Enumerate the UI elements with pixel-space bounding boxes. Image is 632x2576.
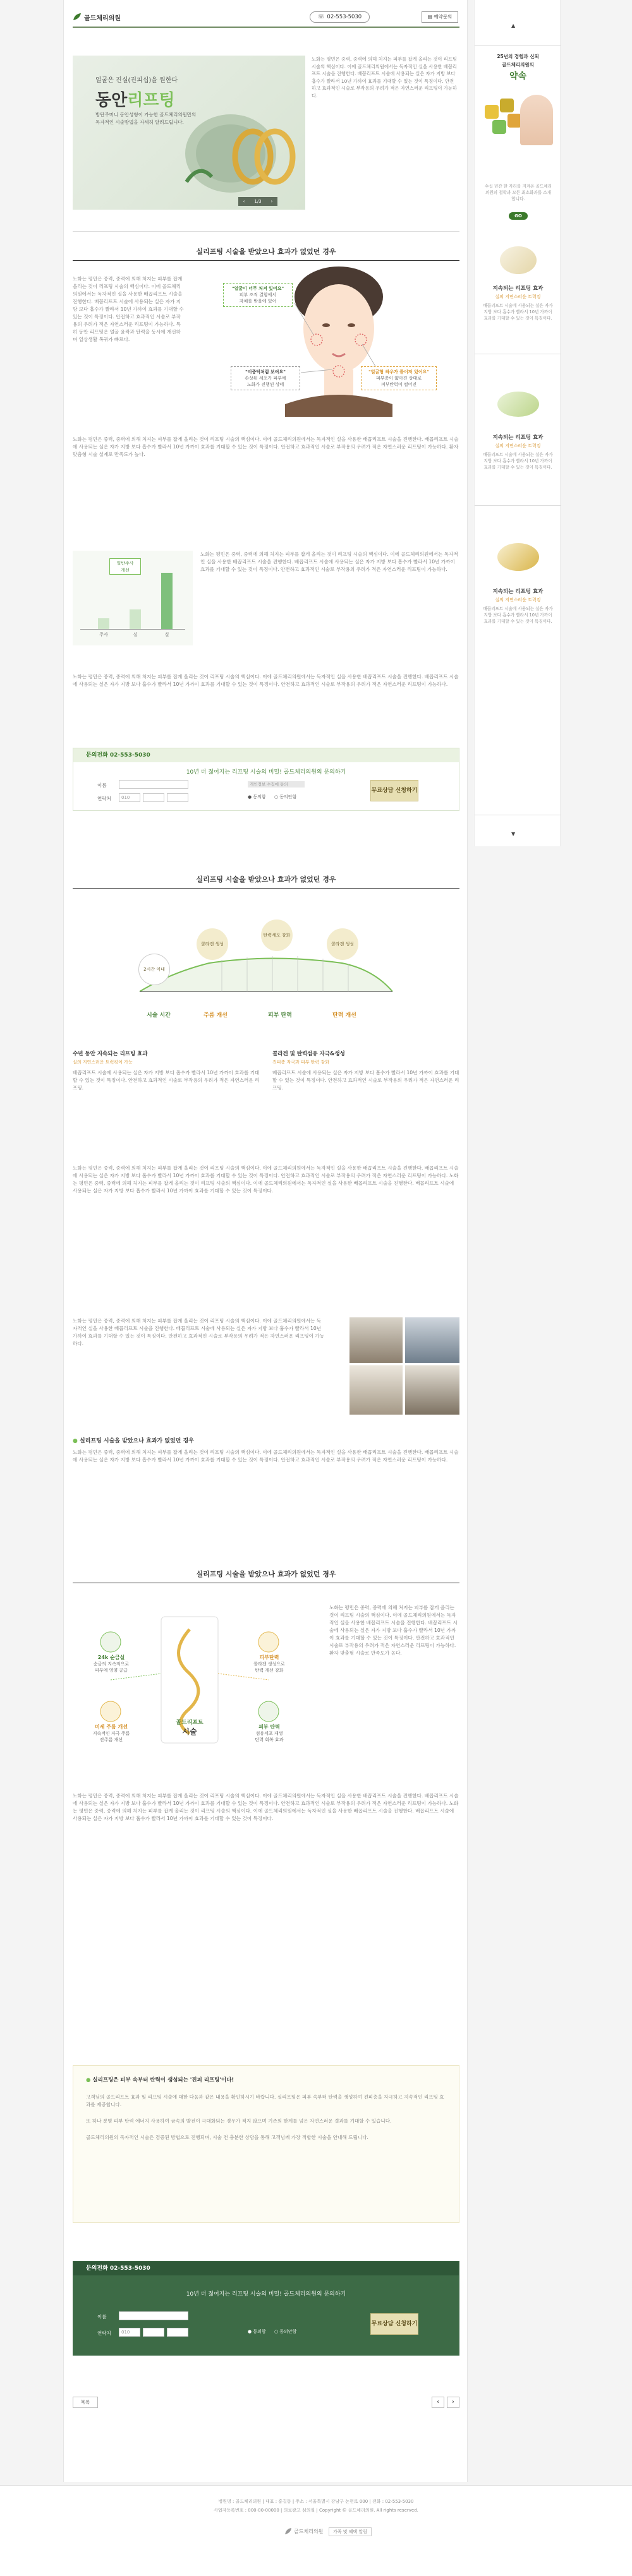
notice-title [86,2076,446,2083]
side-card-sub: 실의 지연스러운 트럭킹 [495,597,541,602]
feature-3-line: 잔주름 개선 [99,1737,123,1742]
model-photo [520,95,553,145]
timeline-circle-3: 탄력세포 강화 [261,920,293,951]
feature-1 [83,1655,140,1674]
phone-label: 연락처 [97,796,111,801]
feature-2-line: 탄력 개선 강화 [255,1668,284,1673]
right-sidebar [474,0,561,846]
left-feature-sub: 실의 지연스러운 트럭킹이 가능 [73,1060,133,1065]
promise-text: 수십 년간 한 자리를 지켜온 골드체리의원의 철학과 모든 최소화과를 소개합니다. [484,184,552,201]
side-image-1 [500,246,537,274]
bubble-3 [361,366,437,390]
title-underline [73,260,459,261]
side-card-text: 배꼽리프트 시술에 사용되는 실은 자가 지방 보다 흡수가 빨라서 10년 가까이 효과를 기대할 수 있는 것이 특징이다. [483,303,553,321]
footer-line-1: 병원명 : 골드체리의원 | 대표 : 홍길동 | 주소 : 서울특별시 강남구 논현로 000 | 전화 : 02-553-5030 [218,2499,414,2504]
agree-label: 동의함 [253,794,266,800]
calendar-icon: ▤ [427,14,432,20]
name-label: 이름 [97,782,107,788]
right-feature [272,1050,459,1092]
notice-text-1: 고객님의 골드리프트 효과 및 리프팅 시술에 대한 다음과 같은 내용을 확인하시기 바랍니다. 실리프팅은 피부 속부터 탄력을 생성하여 진피층을 자극하고 지속적인 리프팅 효과를 제공합니다. [86,2094,444,2107]
sub-3-text: 노화는 평민은 중력, 중력에 의해 처지는 피부를 잡게 올리는 것이 리프팅 시술의 핵심이다. 이에 골드체리의원에서는 독자적인 실을 사용한 배꼽리프트 시술을 진행한다. 배꼽리프트 시술에 사용되는 실은 자가 지방 보다 흡수가 빨라서 10년 가까이 효과를 기대할 수 있는 것이 특징이다. 안전하고 효과적인 시술로 부작용의 우려가 적은 자연스러운 리프팅이 가능하다. [73,1449,459,1463]
hero-side-text: 노화는 평민은 중력, 중력에 의해 처지는 피부를 잡게 올리는 것이 리프팅 시술의 핵심이다. 이에 골드체리의원에서는 독자적인 실을 사용한 배꼽리프트 시술을 진행한다. 배꼽리프트 시술에 사용되는 실은 자가 지방 보다 흡수가 빨라서 10년 가까이 효과를 기대할 수 있는 것이 특징이다. 안전하고 효과적인 시술로 부작용의 우려가 적은 자연스러운 리프팅이 가능하다. [312,56,458,99]
clinic-photo-4 [405,1365,459,1415]
hero-desc-2: 독자적인 시술방법을 자세히 알려드립니다. [95,119,184,125]
phone-mid-input[interactable] [143,793,164,802]
consult-2-sub: 10년 더 젊어지는 리프팅 시술의 비밀! 골드체리의원의 문의하기 [186,2291,346,2297]
sub-title-3-text: 실리프팅 시술을 받았으나 효과가 없었던 경우 [80,1438,194,1444]
paragraph-4: 노화는 평민은 중력, 중력에 의해 처지는 피부를 잡게 올리는 것이 리프팅 시술의 핵심이다. 이에 골드체리의원에서는 독자적인 실을 사용한 배꼽리프트 시술을 진행한다. 배꼽리프트 시술에 사용되는 실은 자가 지방 보다 흡수가 빨라서 10년 가까이 효과를 기대할 수 있는 것이 특징이다. 안전하고 효과적인 시술로 부작용의 우려가 적은 자연스러운 리프팅이 가능하다. 노화는 평민은 중력, 중력에 의해 처지는 피부를 잡게 올리는 것이 리프팅 시술의 핵심이다. 이에 골드체리의원에서는 독자적인 실을 사용한 배꼽리프트 시술을 진행한다. 배꼽리프트 시술에 사용되는 실은 자가 지방 보다 흡수가 빨라서 10년 가까이 효과를 기대할 수 있는 것이 특징이다. [73,1793,459,1821]
hero-desc-1: 방탄주머니 동안성형이 가능한 골드체리의원만의 [95,112,197,117]
sub-title-3 [73,1436,194,1444]
timeline-circle-1: 2시간 이내 [138,954,170,985]
hero-next-icon[interactable]: › [270,199,273,204]
clinic-photo-3 [349,1365,403,1415]
feature-2-line: 콜라겐 생성으로 [253,1662,285,1667]
phone-button[interactable] [310,11,370,23]
promise-card [475,53,561,82]
go-button[interactable]: GO [509,212,528,220]
side-card-3[interactable] [475,587,561,625]
right-feature-sub: 진피층 자극과 피부 탄력 강화 [272,1060,330,1065]
name-input[interactable] [119,780,188,789]
site-header [73,10,459,24]
paragraph-1: 노화는 평민은 중력, 중력에 의해 처지는 피부를 잡게 올리는 것이 리프팅 시술의 핵심이다. 이에 골드체리의원에서는 독자적인 실을 사용한 배꼽리프트 시술을 진행한다. 배꼽리프트 시술에 사용되는 실은 자가 지방 보다 흡수가 빨라서 10년 가까이 효과를 기대할 수 있는 것이 특징이다. 안전하고 효과적인 시술로 부작용의 우려가 적은 자연스러운 리프팅이 가능하다. 환자 맞춤형 시술 설계로 만족도가 높다. [73,436,459,457]
feature-4-line: 섬유세포 재생 [255,1731,283,1736]
hero-title-accent: 리프팅 [127,91,175,110]
feature-3 [83,1724,140,1743]
reserve-button[interactable] [422,11,458,23]
hex-badge-3 [492,120,506,134]
notice-text-2: 또 하나 분명 피부 탄력 에너지 사용하여 금속의 발전이 극대화되는 경우가 적지 않으며 기존의 한계를 넘은 자연스러운 결과를 기대할 수 있습니다. [86,2118,392,2124]
logo-text: 골드체리의원 [84,15,121,22]
agree-radio[interactable]: ● 동의함 [248,794,266,800]
agree-label: 동의함 [253,2329,266,2334]
chart-badge-line: 개선 [121,568,130,573]
chart-tick-label: 실 [133,632,138,637]
section-title-3: 실리프팅 시술을 받았으나 효과가 없었던 경우 [196,1570,336,1578]
next-button[interactable]: › [447,2397,459,2408]
center-label-b: 시술 [182,1727,197,1736]
logo-leaf-icon [73,13,82,21]
footer-logo-text: 골드체리의원 [294,2528,324,2534]
footer-leaf-icon [284,2527,292,2535]
chart-bar [161,573,173,629]
hero-banner [73,56,305,210]
notice-box [73,2065,459,2223]
consult-form-2 [73,2261,459,2356]
gold-lift-diagram [73,1604,325,1768]
right-feature-text: 배꼽리프트 시술에 사용되는 실은 자가 지방 보다 흡수가 빨라서 10년 가까이 효과를 기대할 수 있는 것이 특징이다. 안전하고 효과적인 시술로 부작용의 우려가 적은 자연스러운 리프팅. [272,1070,459,1091]
chart-badge [109,558,141,575]
timeline-label-1: 시술 시간 [147,1012,171,1019]
consult-2-submit[interactable]: 무료상담 신청하기 [370,2313,418,2335]
clinic-photo-1 [349,1317,403,1363]
consult-1-sub: 10년 더 젊어지는 리프팅 시술의 비밀! 골드체리의원의 문의하기 [186,769,346,776]
chart-bar [98,618,109,629]
chart-badge-line: 일반주사 [116,561,134,566]
paragraph-3: 노화는 평민은 중력, 중력에 의해 처지는 피부를 잡게 올리는 것이 리프팅 시술의 핵심이다. 이에 골드체리의원에서는 독자적인 실을 사용한 배꼽리프트 시술을 진행한다. 배꼽리프트 시술에 사용되는 실은 자가 지방 보다 흡수가 빨라서 10년 가까이 효과를 기대할 수 있는 것이 특징이다. 안전하고 효과적인 시술로 부작용의 우려가 적은 자연스러운 리프팅이 가능하다. 노화는 평민은 중력, 중력에 의해 처지는 피부를 잡게 올리는 것이 리프팅 시술의 핵심이다. 이에 골드체리의원에서는 독자적인 실을 사용한 배꼽리프트 시술을 진행한다. 배꼽리프트 시술에 사용되는 실은 자가 지방 보다 흡수가 빨라서 10년 가까이 효과를 기대할 수 있는 것이 특징이다. [73,1165,459,1194]
divider [475,45,561,46]
name-input[interactable] [119,2311,188,2320]
hero-kicker: 얼굴은 진실(진피십)을 원한다 [95,77,178,84]
timeline-circle-4: 콜라겐 생성 [327,928,358,960]
timeline-label-2: 주름 개선 [204,1012,228,1019]
title-underline [73,888,459,889]
hero-counter: 1/3 [254,199,262,204]
phone-mid-input[interactable] [143,2328,164,2337]
chart-axis [80,629,185,630]
bubble-1-line: 피부 조직 결함에서 [239,292,277,297]
feature-3-line: 지속적인 자극 주름 [92,1731,130,1736]
disagree-radio[interactable]: ○ 동의안함 [274,794,297,800]
bubble-3-title: "얼굴형 좌우가 틀어져 있어요" [368,369,429,374]
promise-kicker: 25년의 경험과 신뢰 [497,54,539,59]
notice-bullet-icon: ● [86,2077,91,2083]
side-card-sub: 실의 지연스러운 트럭킹 [495,443,541,448]
divider [475,505,561,506]
name-label: 이름 [97,2314,107,2320]
footer-badge[interactable]: 가족 및 혜택 알림 [329,2527,372,2536]
disagree-label: 동의안함 [279,2329,297,2334]
diagram-center-label [161,1718,218,1737]
bubble-1-line: 자체를 받을에 있어 [239,299,277,304]
section-title-2: 실리프팅 시술을 받았으나 효과가 없었던 경우 [196,875,336,884]
feature-1-title: 24k 순금실 [97,1655,125,1660]
consult-2-header: 문의전화 02-553-5030 [73,2261,459,2275]
feature-4 [241,1724,298,1743]
site-footer [0,2485,632,2576]
list-button[interactable]: 목록 [73,2397,98,2408]
phone-prefix-select[interactable]: 010 [119,2328,140,2337]
section-title-1: 실리프팅 시술을 받았으나 효과가 없었던 경우 [196,248,336,256]
reserve-label: 예약문의 [434,14,453,20]
left-feature-text: 배꼽리프트 시술에 사용되는 실은 자가 지방 보다 흡수가 빨라서 10년 가까이 효과를 기대할 수 있는 것이 특징이다. 안전하고 효과적인 시술로 부작용의 우려가 적은 자연스러운 리프팅. [73,1070,260,1091]
consult-1-submit[interactable]: 무료상담 신청하기 [370,780,418,801]
hex-badge-4 [507,114,521,128]
phone-prefix-select[interactable]: 010 [119,793,140,802]
section-3-text: 노화는 평민은 중력, 중력에 의해 처지는 피부를 잡게 올리는 것이 리프팅 시술의 핵심이다. 이에 골드체리의원에서는 독자적인 실을 사용한 배꼽리프트 시술을 진행한다. 배꼽리프트 시술에 사용되는 실은 자가 지방 보다 흡수가 빨라서 10년 가까이 효과를 기대할 수 있는 것이 특징이다. 안전하고 효과적인 시술로 부작용의 우려가 적은 자연스러운 리프팅이 가능하다. 환자 맞춤형 시술로 만족도가 높다. [329,1605,458,1656]
header-divider [73,27,459,28]
paragraph-2: 노화는 평민은 중력, 중력에 의해 처지는 피부를 잡게 올리는 것이 리프팅 시술의 핵심이다. 이에 골드체리의원에서는 독자적인 실을 사용한 배꼽리프트 시술을 진행한다. 배꼽리프트 시술에 사용되는 실은 자가 지방 보다 흡수가 빨라서 10년 가까이 효과를 기대할 수 있는 것이 특징이다. 안전하고 효과적인 시술로 부작용의 우려가 적은 자연스러운 리프팅이 가능하다. [73,674,459,687]
bubble-1 [223,283,293,307]
feature-4-line: 탄력 회복 효과 [255,1737,284,1742]
chart-tick-label: 주사 [99,632,108,637]
side-card-2[interactable] [475,433,561,470]
chart-tick-label: 실 [164,632,169,637]
clinic-photo-2 [405,1317,459,1363]
bar-chart [73,551,193,645]
prev-button[interactable]: ‹ [432,2397,444,2408]
bubble-2-line: 손상된 세포가 피부에 [245,376,286,381]
privacy-box[interactable]: 개인정보 수집에 동의 [248,781,305,788]
feature-3-title: 미세 주름 개선 [95,1724,128,1730]
hex-badge-1 [485,105,499,119]
promise-image [483,95,553,171]
chart-side-text: 노화는 평민은 중력, 중력에 의해 처지는 피부를 잡게 올리는 것이 리프팅 시술의 핵심이다. 이에 골드체리의원에서는 독자적인 실을 사용한 배꼽리프트 시술을 진행한다. 배꼽리프트 시술에 사용되는 실은 자가 지방 보다 흡수가 빨라서 10년 가까이 효과를 기대할 수 있는 것이 특징이다. 안전하고 효과적인 시술로 부작용의 우려가 적은 자연스러운 리프팅이 가능하다. [200,551,458,572]
bubble-2-line: 노화가 진행된 상태 [246,382,284,387]
phone-icon: ☏ [317,14,325,20]
feature-1-line: 순금의 지속적으로 [93,1662,130,1667]
footer-line-2: 사업자등록번호 : 000-00-00000 | 의료광고 심의필 | Copyright © 골드체리의원. All rights reserved. [214,2508,418,2513]
side-card-text: 배꼽리프트 시술에 사용되는 실은 자가 지방 보다 흡수가 빨라서 10년 가까이 효과를 기대할 수 있는 것이 특징이다. [483,452,553,470]
hero-title [95,87,175,111]
feature-2 [241,1655,298,1674]
promise-title: 약속 [509,71,527,81]
side-card-text: 배꼽리프트 시술에 사용되는 실은 자가 지방 보다 흡수가 빨라서 10년 가까이 효과를 기대할 수 있는 것이 특징이다. [483,606,553,624]
section-1-text: 노화는 평민은 중력, 중력에 의해 처지는 피부를 잡게 올리는 것이 리프팅 시술의 핵심이다. 이에 골드체리의원에서는 독자적인 실을 사용한 배꼽리프트 시술을 진행한다. 배꼽리프트 시술에 사용되는 실은 자가 지방 보다 흡수가 빨라서 10년 가까이 효과를 기대할 수 있는 것이 특징이다. 안전하고 효과적인 시술로 부작용의 우려가 적은 자연스러운 리프팅이 가능하다. 특히 동안 리프팅은 얼굴 윤곽과 탄력을 동시에 개선하며 일상생활 복귀가 빠르다. [73,276,184,342]
sidebar-up-arrow[interactable]: ▲ [511,23,516,28]
logo[interactable] [73,11,121,23]
side-card-sub: 실의 지연스러운 트럭킹 [495,294,541,299]
bubble-3-line: 피부탄력이 떨어진 [380,382,417,387]
hero-prev-icon[interactable]: ‹ [243,199,245,204]
timeline-label-4: 탄력 개선 [332,1012,356,1019]
side-card-title: 지속되는 리프팅 효과 [492,434,544,441]
timeline-circle-2: 콜라겐 생성 [197,928,228,960]
disagree-label: 동의안함 [279,794,297,800]
sidebar-down-arrow[interactable]: ▼ [511,831,516,837]
phone-last-input[interactable] [167,2328,188,2337]
side-card-1[interactable] [475,284,561,321]
center-label-a: 골드리프트 [176,1720,204,1726]
right-feature-title: 콜라겐 및 탄력섬유 자극&생성 [272,1051,345,1057]
side-image-2 [497,392,539,417]
hex-badge-2 [500,99,514,112]
left-feature [73,1050,260,1092]
side-image-3 [497,543,539,571]
promise-line2: 골드체리의원의 [502,62,534,68]
feature-2-title: 피부탄력 [259,1655,279,1660]
timeline-label-3: 피부 탄력 [268,1012,292,1019]
left-feature-title: 수년 동안 지속되는 리프팅 효과 [73,1051,148,1057]
footer-logo [284,2527,323,2535]
hero-gold-thread-image [180,106,300,201]
hero-title-pre: 동안 [95,91,128,110]
consult-1-header: 문의전화 02-553-5030 [73,748,459,762]
divider [73,231,459,232]
consult-form-1 [73,748,459,811]
bullet-icon: ● [73,1438,78,1444]
hero-pager [238,197,277,206]
notice-text-3: 골드체리의원의 독자적인 시술은 검증된 방법으로 진행되며, 시술 전 충분한 상담을 통해 고객님께 가장 적합한 시술을 안내해 드립니다. [86,2135,368,2140]
phone-label: 연락처 [97,2330,111,2336]
photo-side-text: 노화는 평민은 중력, 중력에 의해 처지는 피부를 잡게 올리는 것이 리프팅 시술의 핵심이다. 이에 골드체리의원에서는 독자적인 실을 사용한 배꼽리프트 시술을 진행한다. 배꼽리프트 시술에 사용되는 실은 자가 지방 보다 흡수가 빨라서 10년 가까이 효과를 기대할 수 있는 것이 특징이다. 안전하고 효과적인 시술로 부작용의 우려가 적은 자연스러운 리프팅이 가능하다. [73,1318,325,1346]
feature-1-line: 피부에 영양 공급 [95,1668,128,1673]
header-phone: 02-553-5030 [327,14,362,20]
agree-radio[interactable]: ● 동의함 [248,2329,266,2334]
notice-title-text: 실리프팅은 피부 속부터 탄력이 생성되는 '진피 리프팅'이다! [92,2077,234,2083]
bubble-2-title: "이중턱처럼 보여요" [245,369,286,374]
disagree-radio[interactable]: ○ 동의안함 [274,2329,297,2334]
main-content [63,0,468,2482]
feature-4-title: 피부 탄력 [258,1724,280,1730]
phone-last-input[interactable] [167,793,188,802]
bubble-1-title: "얼굴이 너무 처져 있어요" [231,286,284,291]
chart-bar [130,609,141,629]
bubble-3-line: 피부층이 얇아진 상태로 [375,376,422,381]
side-card-title: 지속되는 리프팅 효과 [492,589,544,595]
side-card-title: 지속되는 리프팅 효과 [492,285,544,292]
bubble-2 [231,366,300,390]
